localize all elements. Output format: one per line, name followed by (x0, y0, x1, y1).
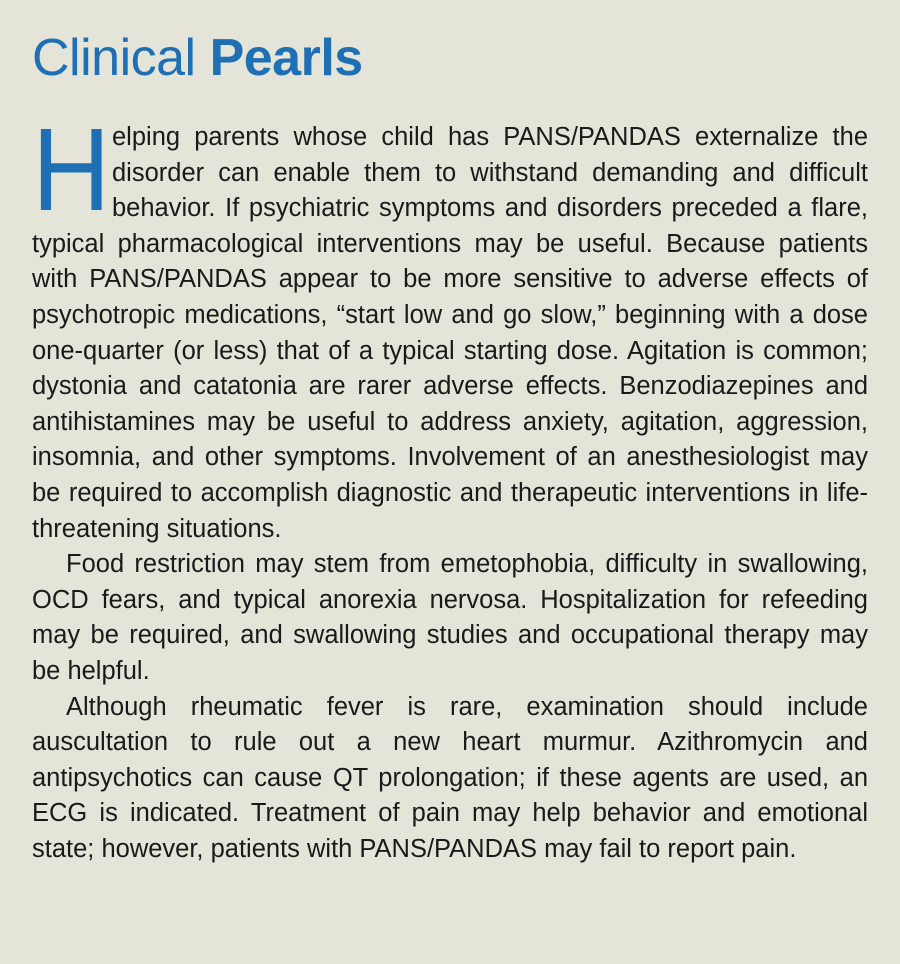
paragraph-1-text: elping parents whose child has PANS/PANDAS externalize the disorder can enable them to withstand demanding and difficult behavior. If psychiatric symptoms and disorders preceded a flare, typical pharmacological interventions may be useful. Because patients with PANS/PANDAS appear to be more sensitive to adverse effects of psychotropic medications, “start low and go slow,” beginning with a dose one-quarter (or less) that of a typical starting dose. Agitation is common; dystonia and catatonia are rarer adverse effects. Benzodiazepines and antihistamines may be useful to address anxiety, agitation, aggression, insomnia, and other symptoms. Involvement of an anesthesiologist may be required to accomplish diagnostic and therapeutic interventions in life-threatening situations. (32, 123, 868, 543)
title-light: Clinical (32, 29, 196, 87)
paragraph-2: Food restriction may stem from emetophobia, difficulty in swallowing, OCD fears, and typical anorexia nervosa. Hospitalization for refeeding may be required, and swallowing studies and occupational therapy may be helpful. (32, 550, 868, 685)
drop-cap: H (32, 104, 111, 236)
sidebar-body (32, 104, 868, 867)
paragraph-1 (32, 104, 868, 547)
title-bold: Pearls (209, 29, 363, 87)
sidebar-title (32, 26, 868, 90)
paragraph-3: Although rheumatic fever is rare, examination should include auscultation to rule out a new heart murmur. Azithromycin and antipsychotics can cause QT prolongation; if these agents are used, an ECG is indicated. Treatment of pain may help behavior and emotional state; however, patients with PANS/PANDAS may fail to report pain. (32, 692, 868, 863)
